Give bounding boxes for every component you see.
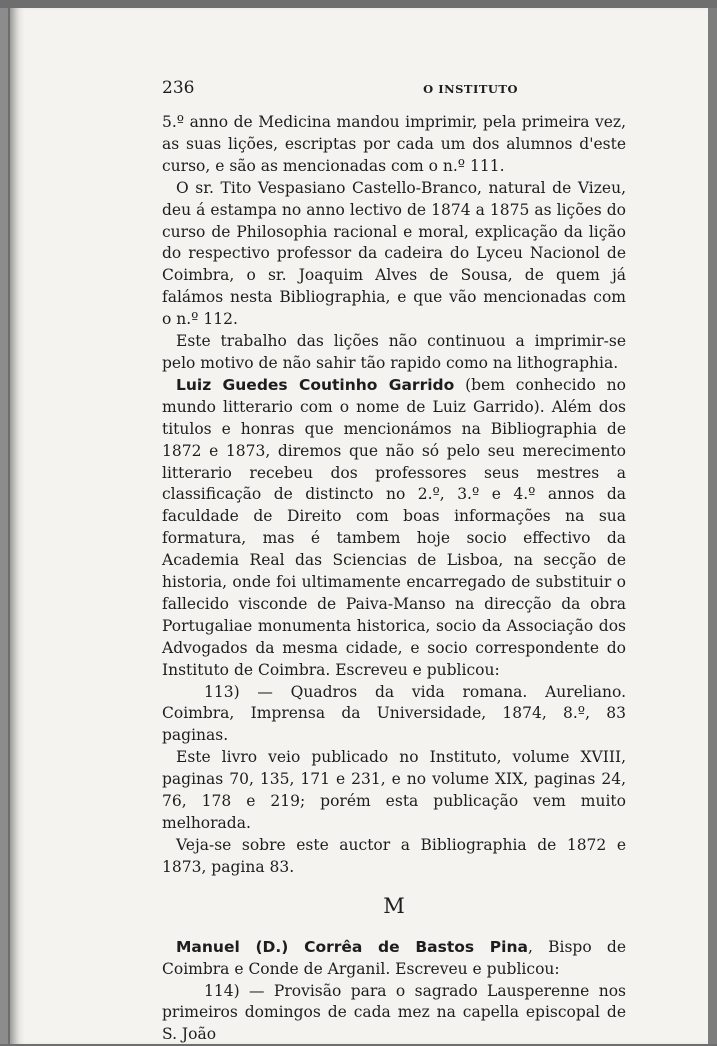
paragraph-lithographia: Este trabalho das lições não continuou a imprimir-se pelo motivo de não sahir tão rapido como na lithographia. <box>162 332 626 372</box>
entry-manuel-pina-text: , Bispo de Coimbra e Conde de Arganil. Escreveu e publicou: <box>162 937 626 978</box>
paragraph-instituto: Este livro veio publicado no Instituto, volume XVIII, paginas 70, 135, 171 e 231, e no volume XIX, paginas 24, 76, 178 e 219; porém esta publicação vem muito melhorada. <box>162 748 626 832</box>
entry-manuel-pina <box>162 937 626 981</box>
paragraph-veja-se: Veja-se sobre este auctor a Bibliographia de 1872 e 1873, pagina 83. <box>162 835 626 876</box>
author-name-luiz-garrido: Luiz Guedes Coutinho Garrido <box>176 375 455 394</box>
running-head: O INSTITUTO <box>423 82 518 96</box>
page-number: 236 <box>162 78 195 98</box>
bibliography-item-114: 114) — Provisão para o sagrado Lausperenne nos primeiros domingos de cada mez na capella episcopal de S. João <box>162 981 626 1044</box>
section-letter: M <box>383 893 405 918</box>
author-name-manuel-pina: Manuel (D.) Corrêa de Bastos Pina <box>176 937 528 956</box>
page-header <box>162 78 626 106</box>
paragraph-continuation: 5.º anno de Medicina mandou imprimir, pela primeira vez, as suas lições, escriptas por cada um dos alumnos d'este curso, e são as mencionadas com o n.º 111. <box>162 113 626 175</box>
page-left-edge <box>0 8 8 1044</box>
entry-luiz-garrido-text: (bem conhecido no mundo litterario com o nome de Luiz Garrido). Além dos titulos e honras que mencionámos na Bibliographia de 1872 e 1873, diremos que não só pelo seu merecimento litterario recebeu dos professores seus mestres a classificação de distincto no 2.º, 3.º e 4.º annos da faculdade de Direito com boas informações na sua formatura, mas é tambem hoje socio effectivo da Academia Real das Sciencias de Lisboa, na secção de historia, onde foi ultimamente encarregado de substituir o fallecido visconde de Paiva-Manso na direcção da obra Portugaliae monumenta historica, socio da Associação dos Advogados da mesma cidade, e socio correspondente do Instituto de Coimbra. Escreveu e publicou: <box>162 375 626 679</box>
page-content <box>162 78 626 1046</box>
entry-luiz-garrido <box>162 375 626 682</box>
page-right-edge <box>708 8 717 1044</box>
paragraph-tito-castello-branco: O sr. Tito Vespasiano Castello-Branco, natural de Vizeu, deu á estampa no anno lectivo de 1874 a 1875 as lições do curso de Philosophia racional e moral, explicação da lição do respectivo professor da cadeira do Lyceu Nacionol de Coimbra, o sr. Joaquim Alves de Sousa, de quem já falámos nesta Bibliographia, e que vão mencionadas com o n.º 112. <box>162 178 626 329</box>
bibliography-item-113: 113) — Quadros da vida romana. Aureliano. Coimbra, Imprensa da Universidade, 1874, 8.º, 83 paginas. <box>162 682 626 745</box>
